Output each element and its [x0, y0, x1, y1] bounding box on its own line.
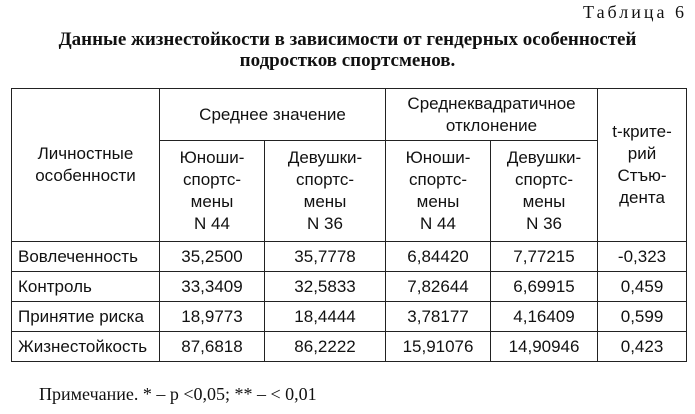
cell-mean-girls: 18,4444	[265, 302, 386, 332]
cell-sd-girls: 14,90946	[491, 332, 598, 362]
data-table	[11, 88, 687, 362]
header-mean-girls: Девушки- спортс- мены N 36	[265, 141, 386, 242]
table-caption	[0, 29, 695, 71]
cell-mean-boys: 87,6818	[160, 332, 265, 362]
cell-mean-boys: 33,3409	[160, 272, 265, 302]
header-sd-boys: Юноши- спортс- мены N 44	[386, 141, 491, 242]
header-t-student: t-крите- рий Стъю- дента	[598, 89, 687, 242]
cell-sd-girls: 6,69915	[491, 272, 598, 302]
cell-t: 0,599	[598, 302, 687, 332]
cell-mean-boys: 35,2500	[160, 242, 265, 272]
header-personal-features: Личностные особенности	[12, 89, 160, 242]
cell-mean-girls: 86,2222	[265, 332, 386, 362]
row-label: Жизнестойкость	[12, 332, 160, 362]
table-row	[12, 332, 687, 362]
cell-sd-boys: 3,78177	[386, 302, 491, 332]
header-sd-girls: Девушки- спортс- мены N 36	[491, 141, 598, 242]
cell-sd-boys: 15,91076	[386, 332, 491, 362]
cell-sd-boys: 7,82644	[386, 272, 491, 302]
table-number: Таблица 6	[583, 2, 687, 22]
cell-sd-girls: 7,77215	[491, 242, 598, 272]
row-label: Принятие риска	[12, 302, 160, 332]
cell-t: 0,423	[598, 332, 687, 362]
cell-t: -0,323	[598, 242, 687, 272]
header-mean-boys: Юноши- спортс- мены N 44	[160, 141, 265, 242]
cell-sd-girls: 4,16409	[491, 302, 598, 332]
table-row	[12, 242, 687, 272]
header-standard-deviation: Среднеквадратичное отклонение	[386, 89, 598, 141]
row-label: Вовлеченность	[12, 242, 160, 272]
cell-t: 0,459	[598, 272, 687, 302]
cell-sd-boys: 6,84420	[386, 242, 491, 272]
header-mean-value: Среднее значение	[160, 89, 386, 141]
caption-line-1: Данные жизнестойкости в зависимости от гендерных особенностей	[58, 29, 637, 50]
table-row	[12, 302, 687, 332]
cell-mean-boys: 18,9773	[160, 302, 265, 332]
table-row	[12, 272, 687, 302]
cell-mean-girls: 32,5833	[265, 272, 386, 302]
table-note: Примечание. * – p <0,05; ** – < 0,01	[39, 384, 317, 404]
caption-line-2: подростков спортсменов.	[239, 50, 456, 71]
row-label: Контроль	[12, 272, 160, 302]
cell-mean-girls: 35,7778	[265, 242, 386, 272]
